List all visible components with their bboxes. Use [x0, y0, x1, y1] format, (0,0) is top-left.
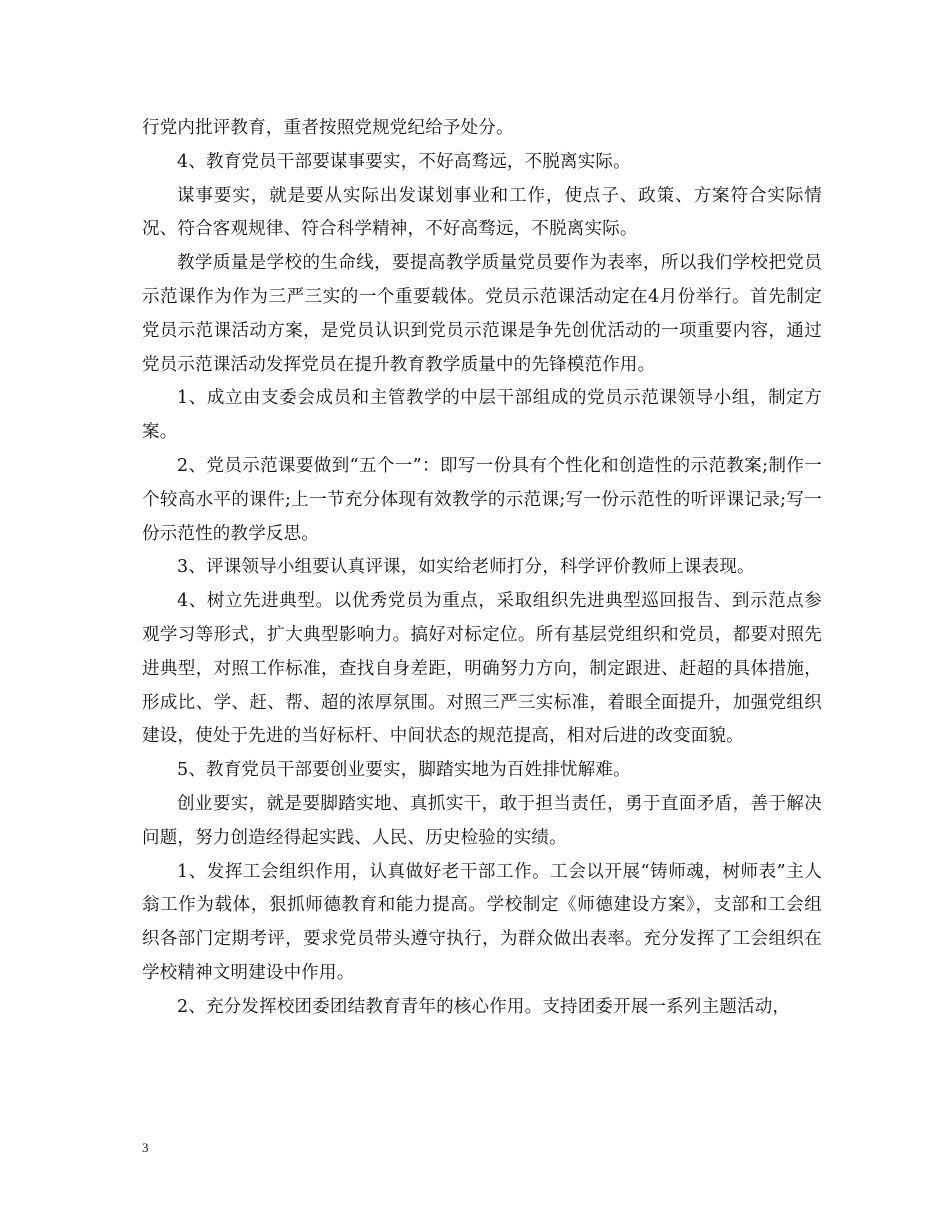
paragraph-continuation: 行党内批评教育，重者按照党规党纪给予处分。	[142, 118, 514, 138]
paragraph-planning: 谋事要实，就是要从实际出发谋划事业和工作，使点子、政策、方案符合实际情况、符合客观规律、符合科学精神，不好高骛远，不脱离实际。	[142, 185, 822, 240]
paragraph-entrepreneurship: 创业要实，就是要脚踏实地、真抓实干，敢于担当责任，勇于直面矛盾，善于解决问题，努力创造经得起实践、人民、历史检验的实绩。	[142, 793, 822, 848]
paragraph-union-role: 1、发挥工会组织作用，认真做好老干部工作。工会以开展“铸师魂，树师表”主人翁工作为载体，狠抓师德教育和能力提高。学校制定《师德建设方案》，支部和工会组织各部门定期考评，要求党员带头遵守执行，为群众做出表率。充分发挥了工会组织在学校精神文明建设中作用。	[142, 861, 822, 983]
paragraph-advanced-models: 4、树立先进典型。以优秀党员为重点，采取组织先进典型巡回报告、到示范点参观学习等形式，扩大典型影响力。搞好对标定位。所有基层党组织和党员，都要对照先进典型，对照工作标准，查找自身差距，明确努力方向，制定跟进、赶超的具体措施，形成比、学、赶、帮、超的浓厚氛围。对照三严三实标准，着眼全面提升，加强党组织建设，使处于先进的当好标杆、中间状态的规范提高，相对后进的改变面貌。	[142, 591, 822, 747]
paragraph-youth-league: 2、充分发挥校团委团结教育青年的核心作用。支持团委开展一系列主题活动，	[177, 996, 791, 1017]
paragraph-demo-lesson-group: 1、成立由支委会成员和主管教学的中层干部组成的党员示范课领导小组，制定方案。	[142, 388, 822, 443]
paragraph-five-ones: 2、党员示范课要做到“五个一”：即写一份具有个性化和创造性的示范教案;制作一个较高水平的课件;上一节充分体现有效教学的示范课;写一份示范性的听评课记录;写一份示范性的教学反思。	[142, 455, 822, 544]
page-number: 3	[142, 1140, 149, 1155]
paragraph-teaching-quality: 教学质量是学校的生命线，要提高教学质量党员要作为表率，所以我们学校把党员示范课作为作为三严三实的一个重要载体。党员示范课活动定在4月份举行。首先制定党员示范课活动方案，是党员认识到党员示范课是争先创优活动的一项重要内容，通过党员示范课活动发挥党员在提升教育教学质量中的先锋模范作用。	[142, 253, 822, 375]
paragraph-item-4-heading: 4、教育党员干部要谋事要实，不好高骛远，不脱离实际。	[177, 151, 631, 172]
document-body	[142, 112, 822, 1025]
paragraph-evaluation: 3、评课领导小组要认真评课，如实给老师打分，科学评价教师上课表现。	[177, 557, 755, 578]
paragraph-item-5-heading: 5、教育党员干部要创业要实，脚踏实地为百姓排忧解难。	[177, 760, 631, 781]
